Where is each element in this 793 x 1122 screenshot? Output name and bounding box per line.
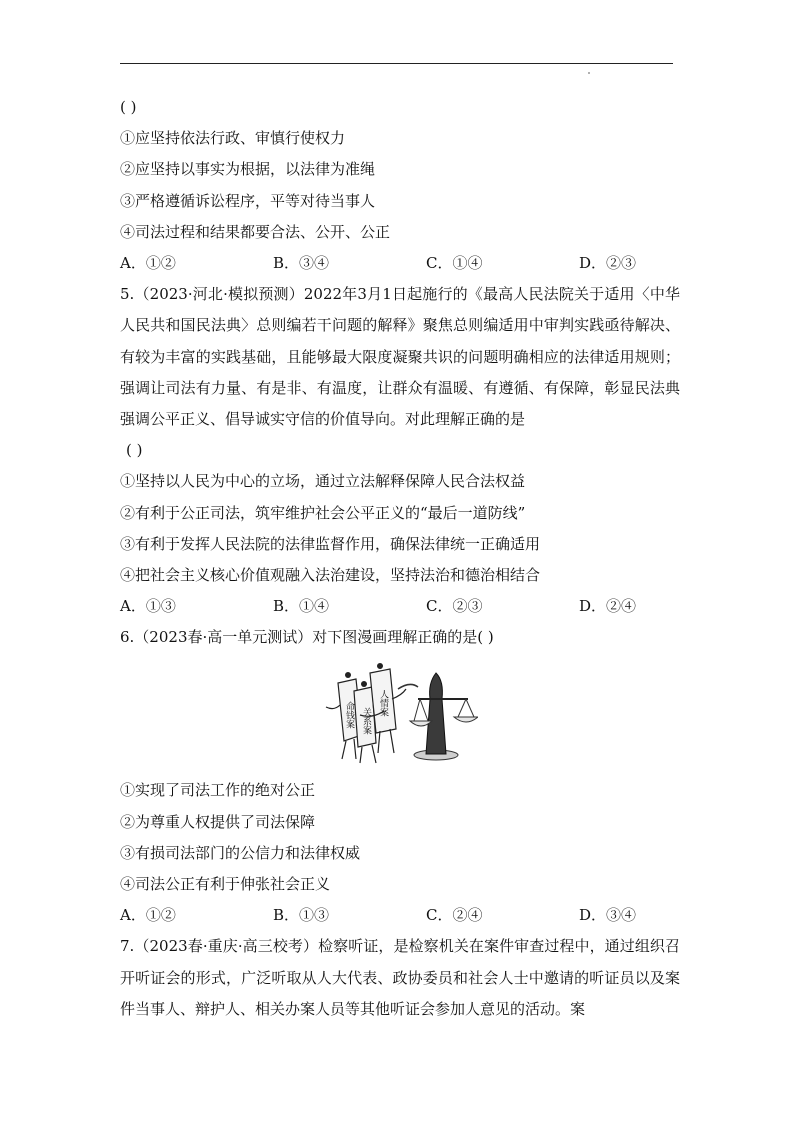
q4-choices <box>120 248 680 279</box>
justice-cartoon-image <box>318 659 478 769</box>
q6-option-4: ④司法公正有利于伸张社会正义 <box>120 875 331 894</box>
q6-option-2: ②为尊重人权提供了司法保障 <box>120 812 316 831</box>
q5-choices <box>120 591 680 622</box>
q4-option-1: ①应坚持依法行政、审慎行使权力 <box>120 129 346 148</box>
q4-answer-paren: ( ) <box>120 98 137 116</box>
q5-choice-d[interactable]: D．②④ <box>579 597 637 616</box>
q4-choice-d[interactable]: D．②③ <box>579 253 637 272</box>
q6-choice-a[interactable]: A．①② <box>120 906 176 925</box>
cartoon-label-3: 人情案 <box>378 689 388 717</box>
cartoon-label-1: 命钱案 <box>344 701 354 729</box>
q6-option-3: ③有损司法部门的公信力和法律权威 <box>120 843 361 862</box>
q4-option-3: ③严格遵循诉讼程序，平等对待当事人 <box>120 191 376 210</box>
header-rule <box>120 63 673 64</box>
q6-choice-d[interactable]: D．③④ <box>579 906 637 925</box>
q4-choice-b[interactable]: B．③④ <box>273 253 330 272</box>
cartoon-label-2: 关系案 <box>361 707 371 735</box>
q5-choice-a[interactable]: A．①③ <box>120 597 176 616</box>
q4-choice-c[interactable]: C．①④ <box>426 253 483 272</box>
page-content <box>120 92 680 1025</box>
q5-choice-c[interactable]: C．②③ <box>426 597 483 616</box>
q6-option-1: ①实现了司法工作的绝对公正 <box>120 781 316 800</box>
q4-option-4: ④司法过程和结果都要合法、公开、公正 <box>120 222 391 241</box>
q4-choice-a[interactable]: A．①② <box>120 253 176 272</box>
header-dot <box>588 72 590 74</box>
q5-stem: 5.（2023·河北·模拟预测）2022年3月1日起施行的《最高人民法院关于适用〈中华人民共和国民法典〉总则编若干问题的解释》聚焦总则编适用中审判实践亟待解决、有较为丰富的实践基础，且能够最大限度凝聚共识的问题明确相应的法律适用规则；强调让司法有力量、有是非、有温度，让群众有温暖、有遵循、有保障，彰显民法典强调公平正义、倡导诚实守信的价值导向。对此理解正确的是 <box>120 285 680 428</box>
q7-stem: 7.（2023春·重庆·高三校考）检察听证，是检察机关在案件审查过程中，通过组织召开听证会的形式，广泛听取从人大代表、政协委员和社会人士中邀请的听证员以及案件当事人、辩护人、相关办案人员等其他听证会参加人意见的活动。案 <box>120 937 680 1018</box>
q5-answer-paren: ( ) <box>126 441 143 460</box>
q6-choice-b[interactable]: B．①③ <box>273 906 330 925</box>
q6-stem: 6.（2023春·高一单元测试）对下图漫画理解正确的是( ) <box>120 628 494 647</box>
q5-option-3: ③有利于发挥人民法院的法律监督作用，确保法律统一正确适用 <box>120 534 541 553</box>
q5-option-1: ①坚持以人民为中心的立场，通过立法解释保障人民合法权益 <box>120 472 526 491</box>
q5-choice-b[interactable]: B．①④ <box>273 597 330 616</box>
q5-option-2: ②有利于公正司法，筑牢维护社会公平正义的“最后一道防线” <box>120 503 526 522</box>
q6-choices <box>120 900 680 931</box>
q6-choice-c[interactable]: C．②④ <box>426 906 483 925</box>
q5-option-4: ④把社会主义核心价值观融入法治建设，坚持法治和德治相结合 <box>120 565 541 584</box>
q6-cartoon-area <box>120 653 680 775</box>
q4-option-2: ②应坚持以事实为根据，以法律为准绳 <box>120 160 376 179</box>
